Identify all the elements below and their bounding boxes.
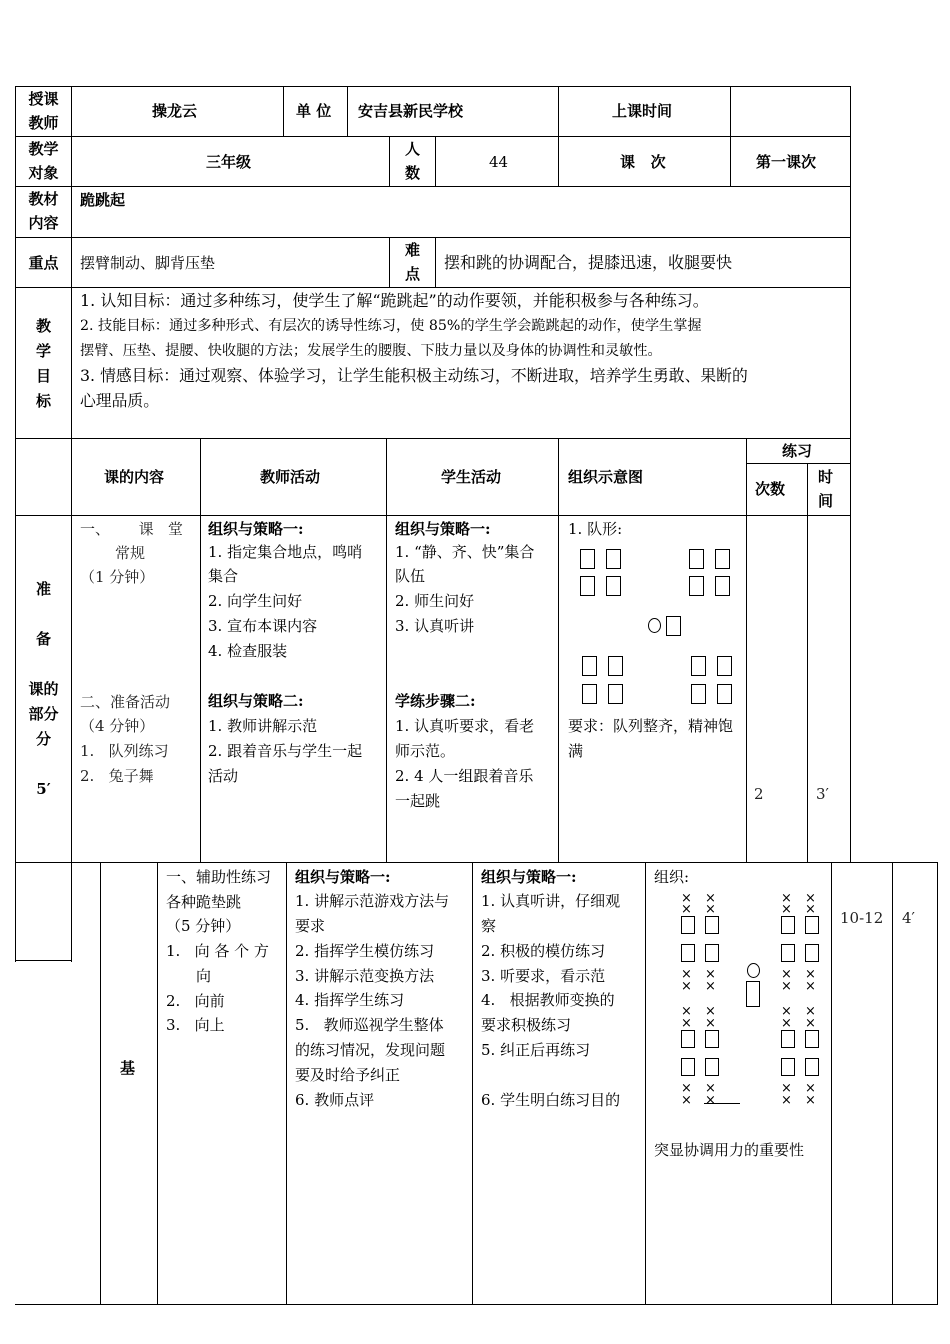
time-label: 上课时间 [612, 102, 673, 120]
prep-duration: 3′ [816, 785, 829, 803]
basic-teacher-item: 要及时给予纠正 [295, 1066, 401, 1084]
prep-content-title-b: 常规 [115, 544, 146, 562]
basic-content-sub: 各种跪垫跳 [166, 893, 242, 911]
prep-student-item: 1. “静、齐、快”集合 [395, 543, 535, 561]
col-practice: 练习 [782, 442, 813, 460]
prep-student-head2: 学练步骤二: [395, 692, 476, 710]
objective-skill-2: 摆臂、压垫、提腰、快收腿的方法；发展学生的腰腹、下肢力量以及身体的协调性和灵敏性。 [80, 343, 662, 359]
prep-label-3c: 分 [35, 730, 51, 748]
prep-label-2: 备 [35, 630, 51, 648]
prep-label-3a: 课的 [28, 680, 59, 698]
basic-teacher-item: 的练习情况，发现问题 [295, 1041, 446, 1059]
prep-teacher-head1: 组织与策略一: [208, 520, 304, 538]
basic-times: 10-12 [840, 909, 884, 927]
count-value: 44 [489, 153, 509, 171]
basic-teacher-item: 1. 讲解示范游戏方法与 [295, 892, 450, 910]
prep-content-title-a: 一、 课 堂 [80, 520, 183, 538]
lesson-value: 第一课次 [756, 153, 817, 171]
prep-teacher-item: 4. 检查服装 [208, 642, 288, 660]
basic-content-item3: 3. 向上 [166, 1016, 225, 1034]
prep-content-time1: （1 分钟） [80, 568, 155, 586]
objectives-label: 教 学 目 标 [35, 317, 51, 410]
basic-teacher-item: 2. 指挥学生模仿练习 [295, 942, 435, 960]
basic-student-item: 2. 积极的模仿练习 [481, 942, 606, 960]
col-diagram: 组织示意图 [568, 468, 644, 486]
basic-diagram-title: 组织: [654, 868, 690, 886]
basic-diagram-note: 突显协调用力的重要性 [654, 1141, 805, 1159]
prep-diagram-title: 1. 队形: [568, 520, 623, 538]
basic-student-item: 要求积极练习 [481, 1016, 572, 1034]
prep-student-item: 队伍 [395, 567, 426, 585]
prep-teacher-item: 活动 [208, 767, 239, 785]
prep-teacher-head2: 组织与策略二: [208, 692, 304, 710]
basic-content-time: （5 分钟） [166, 917, 241, 935]
prep-student-item: 师示范。 [395, 742, 456, 760]
unit-label: 单 位 [296, 102, 332, 120]
grade: 三年级 [206, 153, 252, 171]
teacher-name: 操龙云 [152, 102, 198, 120]
basic-teacher-item: 5. 教师巡视学生整体 [295, 1016, 444, 1034]
basic-content-item1b: 向 [196, 967, 212, 985]
unit-name: 安吉县新民学校 [358, 102, 464, 120]
prep-student-item: 2. 师生问好 [395, 592, 475, 610]
basic-student-item: 1. 认真听讲，仔细观 [481, 892, 621, 910]
prep-content-title2: 二、准备活动 [80, 693, 171, 711]
prep-teacher-item: 1. 教师讲解示范 [208, 717, 318, 735]
prep-label-1: 准 [35, 580, 51, 598]
basic-content-title: 一、辅助性练习 [166, 868, 272, 886]
difficulty-value: 摆和跳的协调配合，提膝迅速，收腿要快 [444, 253, 733, 272]
basic-duration: 4′ [902, 909, 915, 927]
prep-label-4: 5′ [36, 780, 51, 798]
material-label: 教材 内容 [28, 190, 59, 232]
basic-student-item: 6. 学生明白练习目的 [481, 1091, 621, 1109]
objective-cognitive: 1. 认知目标：通过多种练习，使学生了解“跪跳起”的动作要领，并能积极参与各种练习。 [80, 291, 709, 310]
basic-teacher-item: 3. 讲解示范变换方法 [295, 967, 435, 985]
key-value: 摆臂制动、脚背压垫 [80, 254, 216, 272]
basic-student-item: 察 [481, 917, 497, 935]
col-teacher: 教师活动 [260, 468, 321, 486]
basic-teacher-head: 组织与策略一: [295, 868, 391, 886]
basic-content-item1a: 1. 向 各 个 方 [166, 942, 269, 960]
prep-teacher-item: 3. 宣布本课内容 [208, 617, 318, 635]
basic-student-item: 4. 根据教师变换的 [481, 991, 615, 1009]
difficulty-label: 难 点 [404, 241, 420, 283]
col-times: 次数 [755, 480, 786, 498]
basic-student-head: 组织与策略一: [481, 868, 577, 886]
basic-part-label: 基 [120, 1059, 136, 1077]
teacher-marker-icon [747, 963, 760, 978]
target-label: 教学 对象 [28, 140, 59, 182]
objective-affective-1: 3. 情感目标：通过观察、体验学习，让学生能积极主动练习，不断进取，培养学生勇敢、果断的 [80, 366, 748, 385]
teacher-marker-icon [648, 618, 661, 633]
basic-student-item: 3. 听要求，看示范 [481, 967, 606, 985]
prep-student-item: 一起跳 [395, 792, 441, 810]
objective-skill-1: 2. 技能目标：通过多种形式、有层次的诱导性练习，使 85%的学生学会跪跳起的动作，使学生掌握 [80, 318, 702, 334]
prep-teacher-item: 1. 指定集合地点，鸣哨 [208, 543, 363, 561]
lesson-label: 课 次 [620, 153, 666, 171]
basic-teacher-item: 6. 教师点评 [295, 1091, 375, 1109]
prep-content-time2: （4 分钟） [80, 717, 155, 735]
col-content: 课的内容 [104, 468, 165, 486]
prep-teacher-item: 2. 向学生问好 [208, 592, 303, 610]
prep-content-item1: 1. 队列练习 [80, 742, 169, 760]
basic-teacher-item: 要求 [295, 917, 326, 935]
prep-times: 2 [754, 785, 764, 803]
col-duration: 时 间 [818, 468, 834, 510]
basic-content-item2: 2. 向前 [166, 992, 225, 1010]
material-value: 跪跳起 [80, 191, 126, 209]
basic-student-item: 5. 纠正后再练习 [481, 1041, 591, 1059]
prep-content-item2: 2. 兔子舞 [80, 767, 154, 785]
prep-student-head1: 组织与策略一: [395, 520, 491, 538]
col-student: 学生活动 [441, 468, 502, 486]
count-label: 人 数 [404, 140, 420, 182]
prep-label-3b: 部分 [28, 705, 59, 723]
prep-teacher-item: 2. 跟着音乐与学生一起 [208, 742, 363, 760]
prep-student-item: 1. 认真听要求，看老 [395, 717, 535, 735]
prep-teacher-item: 集合 [208, 567, 239, 585]
basic-teacher-item: 4. 指挥学生练习 [295, 991, 405, 1009]
teacher-label: 授课 教师 [28, 90, 59, 132]
prep-student-item: 2. 4 人一组跟着音乐 [395, 767, 534, 785]
prep-diagram-req-a: 要求：队列整齐，精神饱 [568, 717, 734, 735]
prep-diagram-req-b: 满 [568, 742, 584, 760]
prep-student-item: 3. 认真听讲 [395, 617, 475, 635]
objective-affective-2: 心理品质。 [80, 391, 159, 410]
key-label: 重点 [28, 254, 59, 272]
